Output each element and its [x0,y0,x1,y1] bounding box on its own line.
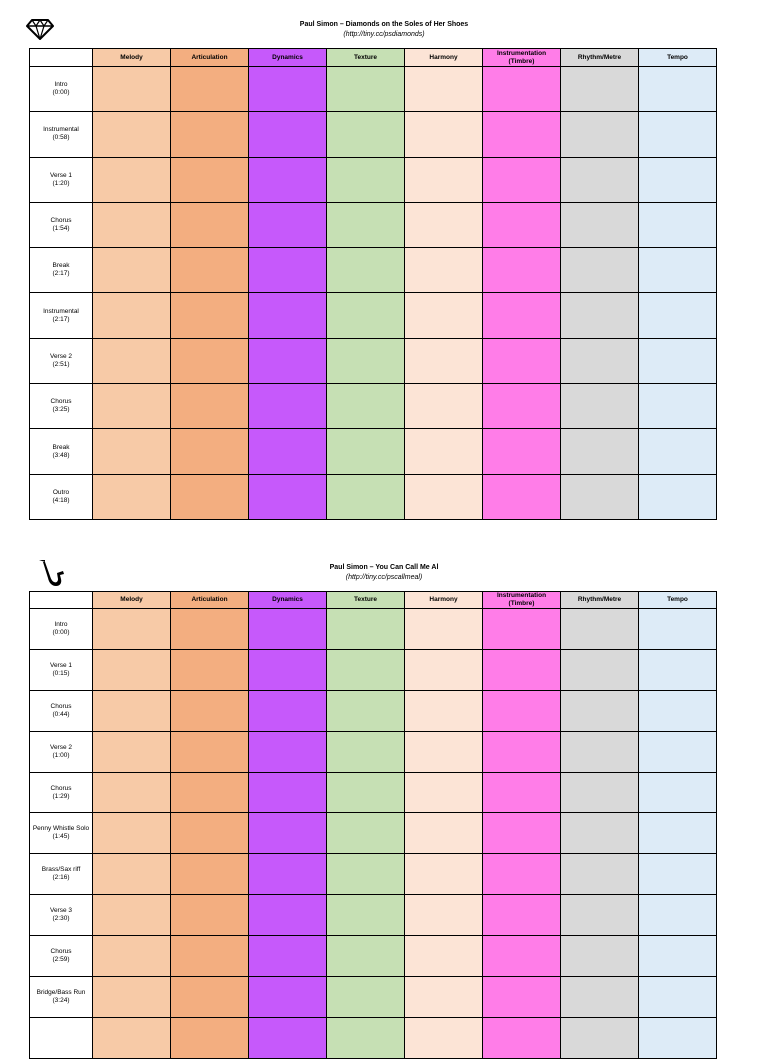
analysis-cell[interactable] [639,772,717,813]
analysis-cell[interactable] [561,202,639,247]
row-label: Chorus (2:59) [30,936,93,977]
analysis-cell[interactable] [405,67,483,112]
analysis-cell[interactable] [327,248,405,293]
analysis-cell[interactable] [405,248,483,293]
table-row [30,854,717,895]
analysis-cell[interactable] [483,772,561,813]
analysis-cell[interactable] [561,854,639,895]
analysis-cell[interactable] [639,474,717,519]
analysis-cell[interactable] [327,772,405,813]
analysis-cell[interactable] [405,813,483,854]
table-row [30,384,717,429]
row-label: Intro (0:00) [30,67,93,112]
row-label: Instrumental (2:17) [30,293,93,338]
column-header-rhythm-metre: Rhythm/Metre [561,49,639,67]
song-link: (http://tiny.cc/psdiamonds) [343,31,425,38]
analysis-cell[interactable] [483,67,561,112]
analysis-cell[interactable] [327,338,405,383]
analysis-cell[interactable] [561,977,639,1018]
analysis-cell[interactable] [639,202,717,247]
song-link: (http://tiny.cc/pscallmeal) [345,574,423,581]
row-label: Break (3:48) [30,429,93,474]
analysis-cell[interactable] [639,338,717,383]
analysis-cell[interactable] [639,384,717,429]
analysis-cell[interactable] [249,854,327,895]
analysis-cell[interactable] [171,474,249,519]
analysis-cell[interactable] [93,384,171,429]
analysis-cell[interactable] [561,474,639,519]
analysis-cell[interactable] [327,157,405,202]
row-label: Verse 2 (1:00) [30,731,93,772]
analysis-cell[interactable] [561,895,639,936]
analysis-cell[interactable] [327,112,405,157]
analysis-cell[interactable] [639,112,717,157]
analysis-cell[interactable] [327,977,405,1018]
analysis-cell[interactable] [171,293,249,338]
analysis-cell[interactable] [249,157,327,202]
analysis-cell[interactable] [249,293,327,338]
table-row [30,813,717,854]
analysis-cell[interactable] [327,895,405,936]
row-label: Verse 2 (2:51) [30,338,93,383]
analysis-cell[interactable] [327,474,405,519]
analysis-cell[interactable] [171,772,249,813]
analysis-cell[interactable] [327,293,405,338]
analysis-cell[interactable] [483,895,561,936]
song-title-block [0,20,768,40]
analysis-cell[interactable] [561,338,639,383]
analysis-cell[interactable] [93,813,171,854]
analysis-cell[interactable] [171,384,249,429]
analysis-cell[interactable] [93,157,171,202]
analysis-cell[interactable] [639,67,717,112]
column-header-texture: Texture [327,592,405,609]
analysis-cell[interactable] [93,936,171,977]
analysis-cell[interactable] [483,384,561,429]
analysis-cell[interactable] [249,690,327,731]
analysis-cell[interactable] [171,895,249,936]
table-row [30,202,717,247]
analysis-cell[interactable] [639,936,717,977]
analysis-cell[interactable] [405,977,483,1018]
analysis-cell[interactable] [483,112,561,157]
analysis-cell[interactable] [249,895,327,936]
analysis-cell[interactable] [483,649,561,690]
table-row [30,474,717,519]
analysis-cell[interactable] [327,649,405,690]
analysis-cell[interactable] [249,202,327,247]
analysis-table [29,48,717,520]
song-title: Paul Simon – Diamonds on the Soles of Her Shoes [299,21,469,28]
table-row [30,609,717,650]
analysis-cell[interactable] [249,384,327,429]
analysis-cell[interactable] [405,772,483,813]
header-row [30,592,717,609]
analysis-cell[interactable] [483,609,561,650]
analysis-cell[interactable] [327,202,405,247]
analysis-cell[interactable] [405,429,483,474]
analysis-cell[interactable] [405,649,483,690]
analysis-cell[interactable] [171,338,249,383]
analysis-cell[interactable] [327,854,405,895]
analysis-cell[interactable] [561,157,639,202]
analysis-cell[interactable] [405,690,483,731]
table-row [30,690,717,731]
analysis-cell[interactable] [405,112,483,157]
analysis-cell[interactable] [93,854,171,895]
analysis-cell[interactable] [561,293,639,338]
column-header-rhythm-metre: Rhythm/Metre [561,592,639,609]
analysis-cell[interactable] [639,609,717,650]
analysis-cell[interactable] [561,112,639,157]
analysis-cell[interactable] [561,609,639,650]
column-header-melody: Melody [93,592,171,609]
column-header-articulation: Articulation [171,49,249,67]
song-title: Paul Simon – You Can Call Me Al [329,564,439,571]
analysis-cell[interactable] [93,202,171,247]
analysis-cell[interactable] [249,936,327,977]
analysis-cell[interactable] [249,429,327,474]
analysis-cell[interactable] [171,690,249,731]
header-corner-cell [30,592,93,609]
analysis-cell[interactable] [405,474,483,519]
row-label: Break (2:17) [30,248,93,293]
analysis-cell[interactable] [171,248,249,293]
song-title-block [0,563,768,583]
analysis-cell[interactable] [327,429,405,474]
analysis-cell[interactable] [483,338,561,383]
analysis-cell[interactable] [171,429,249,474]
analysis-cell[interactable] [327,936,405,977]
row-label: Intro (0:00) [30,609,93,650]
analysis-cell[interactable] [405,202,483,247]
analysis-cell[interactable] [561,690,639,731]
analysis-cell[interactable] [405,609,483,650]
analysis-cell[interactable] [483,157,561,202]
analysis-cell[interactable] [171,977,249,1018]
analysis-cell[interactable] [93,977,171,1018]
analysis-cell[interactable] [171,936,249,977]
row-label: Verse 1 (1:20) [30,157,93,202]
analysis-cell[interactable] [249,609,327,650]
analysis-cell[interactable] [171,731,249,772]
analysis-cell[interactable] [93,293,171,338]
column-header-articulation: Articulation [171,592,249,609]
analysis-cell[interactable] [249,772,327,813]
analysis-cell[interactable] [405,293,483,338]
row-label: Bridge/Bass Run (3:24) [30,977,93,1018]
column-header-harmony: Harmony [405,592,483,609]
analysis-cell[interactable] [327,690,405,731]
analysis-cell[interactable] [93,649,171,690]
analysis-cell[interactable] [483,429,561,474]
row-label: Verse 1 (0:15) [30,649,93,690]
analysis-cell[interactable] [561,384,639,429]
analysis-cell[interactable] [639,977,717,1018]
analysis-cell[interactable] [249,977,327,1018]
row-label: Penny Whistle Solo (1:45) [30,813,93,854]
row-label: Instrumental (0:58) [30,112,93,157]
column-header-dynamics: Dynamics [249,49,327,67]
analysis-cell[interactable] [171,813,249,854]
table-row [30,936,717,977]
analysis-cell[interactable] [639,731,717,772]
analysis-cell[interactable] [561,248,639,293]
table-row [30,772,717,813]
analysis-cell[interactable] [639,895,717,936]
analysis-cell[interactable] [171,609,249,650]
analysis-cell[interactable] [405,338,483,383]
table-row [30,67,717,112]
analysis-cell[interactable] [93,338,171,383]
analysis-cell[interactable] [405,936,483,977]
analysis-cell[interactable] [171,112,249,157]
analysis-cell[interactable] [405,731,483,772]
analysis-cell[interactable] [405,157,483,202]
column-header-instrumentation: Instrumentation (Timbre) [483,592,561,609]
analysis-cell[interactable] [483,293,561,338]
column-header-dynamics: Dynamics [249,592,327,609]
analysis-cell[interactable] [93,609,171,650]
analysis-cell[interactable] [561,936,639,977]
analysis-cell[interactable] [483,813,561,854]
analysis-cell[interactable] [93,112,171,157]
analysis-cell[interactable] [93,248,171,293]
analysis-cell[interactable] [483,248,561,293]
analysis-cell[interactable] [639,429,717,474]
analysis-cell[interactable] [327,67,405,112]
analysis-cell[interactable] [639,157,717,202]
analysis-cell[interactable] [561,429,639,474]
analysis-cell[interactable] [249,731,327,772]
column-header-texture: Texture [327,49,405,67]
analysis-cell[interactable] [249,649,327,690]
analysis-cell[interactable] [171,854,249,895]
row-label: Brass/Sax riff (2:16) [30,854,93,895]
row-label: Outro (4:18) [30,474,93,519]
analysis-cell[interactable] [171,67,249,112]
analysis-cell[interactable] [249,248,327,293]
analysis-cell[interactable] [405,895,483,936]
table-row [30,293,717,338]
analysis-cell[interactable] [483,936,561,977]
analysis-cell[interactable] [639,690,717,731]
table-row [30,977,717,1018]
analysis-cell[interactable] [483,474,561,519]
analysis-cell[interactable] [327,609,405,650]
table-row [30,649,717,690]
analysis-cell[interactable] [483,202,561,247]
analysis-cell[interactable] [249,338,327,383]
row-label: Chorus (0:44) [30,690,93,731]
analysis-cell[interactable] [93,772,171,813]
column-header-melody: Melody [93,49,171,67]
table-row [30,248,717,293]
column-header-tempo: Tempo [639,49,717,67]
table-row [30,112,717,157]
analysis-cell[interactable] [93,429,171,474]
analysis-table [29,591,717,1059]
header-corner-cell [30,49,93,67]
analysis-cell[interactable] [483,731,561,772]
analysis-cell[interactable] [93,895,171,936]
analysis-cell[interactable] [93,731,171,772]
analysis-cell[interactable] [483,690,561,731]
analysis-cell[interactable] [639,649,717,690]
analysis-cell[interactable] [171,157,249,202]
analysis-cell[interactable] [249,112,327,157]
analysis-cell[interactable] [327,813,405,854]
analysis-cell[interactable] [327,384,405,429]
analysis-cell[interactable] [249,813,327,854]
table-row [30,895,717,936]
column-header-instrumentation: Instrumentation (Timbre) [483,49,561,67]
analysis-cell[interactable] [561,772,639,813]
analysis-cell[interactable] [405,854,483,895]
analysis-cell[interactable] [561,813,639,854]
analysis-cell[interactable] [639,293,717,338]
analysis-cell[interactable] [93,690,171,731]
row-label: Chorus (1:54) [30,202,93,247]
analysis-cell[interactable] [561,67,639,112]
analysis-cell[interactable] [171,649,249,690]
analysis-cell[interactable] [249,67,327,112]
row-label: Chorus (3:25) [30,384,93,429]
table-row [30,429,717,474]
column-header-harmony: Harmony [405,49,483,67]
column-header-tempo: Tempo [639,592,717,609]
analysis-cell[interactable] [483,977,561,1018]
analysis-cell[interactable] [483,854,561,895]
analysis-cell[interactable] [93,67,171,112]
analysis-cell[interactable] [561,649,639,690]
analysis-cell[interactable] [327,731,405,772]
analysis-cell[interactable] [639,248,717,293]
table-row [30,338,717,383]
analysis-cell[interactable] [639,854,717,895]
analysis-cell[interactable] [561,731,639,772]
table-row [30,157,717,202]
row-label: Chorus (1:29) [30,772,93,813]
analysis-cell[interactable] [171,202,249,247]
analysis-cell[interactable] [405,384,483,429]
analysis-cell[interactable] [639,813,717,854]
header-row [30,49,717,67]
analysis-cell[interactable] [249,474,327,519]
analysis-cell[interactable] [93,474,171,519]
row-label: Verse 3 (2:30) [30,895,93,936]
table-row [30,731,717,772]
